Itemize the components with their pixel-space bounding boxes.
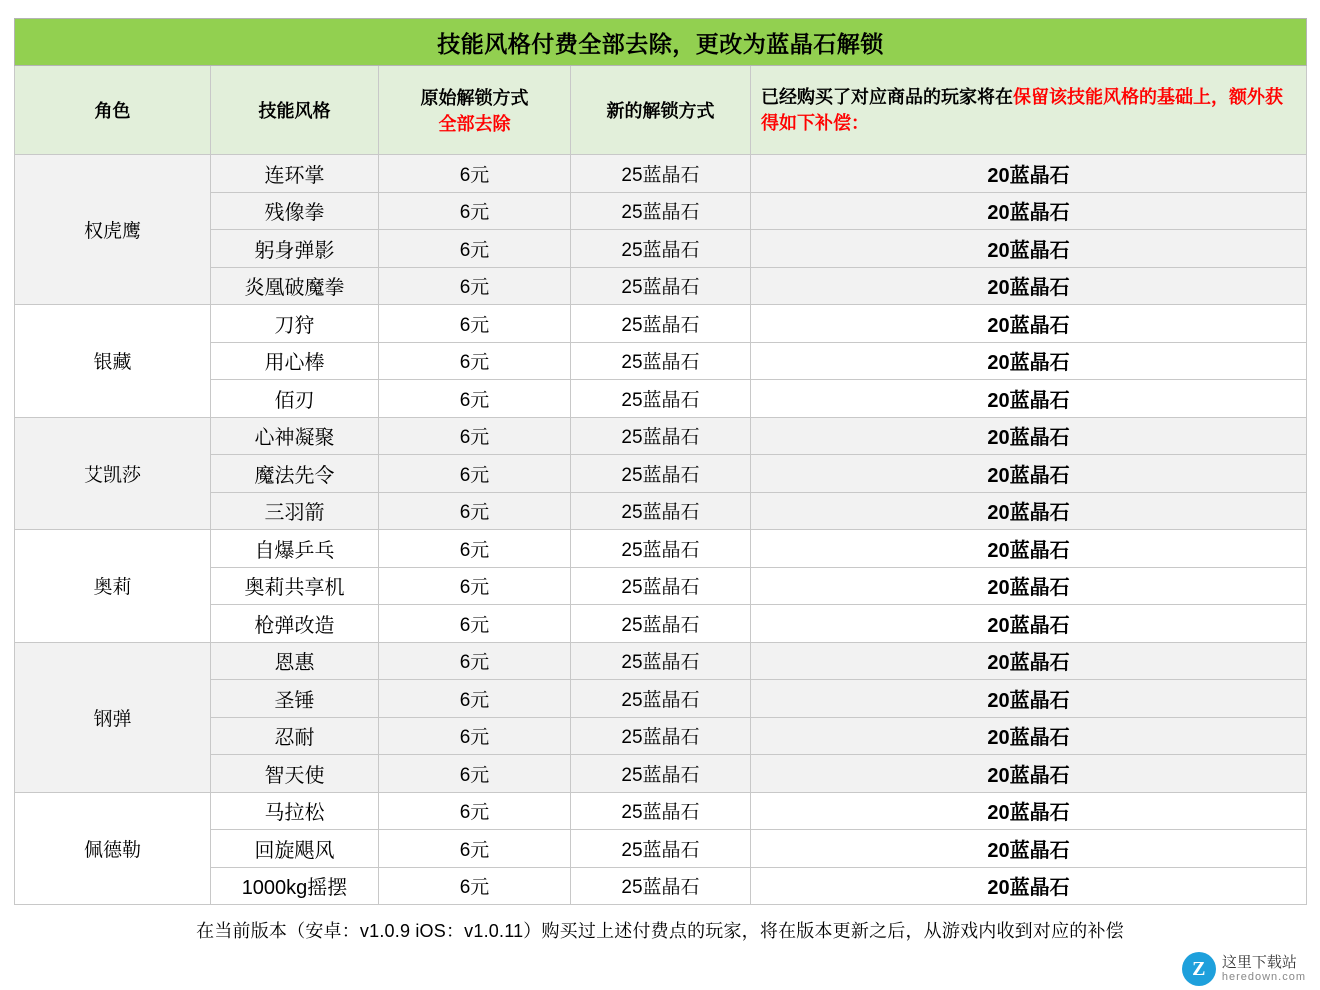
header-new-unlock: 新的解锁方式 <box>571 66 751 155</box>
original-unlock: 6元 <box>379 717 571 755</box>
title-row <box>15 19 1307 66</box>
new-unlock: 25蓝晶石 <box>571 380 751 418</box>
table-row <box>15 530 1307 568</box>
compensation: 20蓝晶石 <box>751 380 1307 418</box>
watermark-site-url: heredown.com <box>1221 971 1306 984</box>
table-row <box>15 305 1307 343</box>
header-row <box>15 66 1307 155</box>
header-compensation-part1: 已经购买了对应商品的玩家将在 <box>761 86 1013 107</box>
original-unlock: 6元 <box>379 605 571 643</box>
compensation-table <box>14 18 1307 905</box>
skill-style: 圣锤 <box>211 680 379 718</box>
compensation: 20蓝晶石 <box>751 267 1307 305</box>
compensation: 20蓝晶石 <box>751 567 1307 605</box>
new-unlock: 25蓝晶石 <box>571 305 751 343</box>
original-unlock: 6元 <box>379 680 571 718</box>
compensation: 20蓝晶石 <box>751 717 1307 755</box>
new-unlock: 25蓝晶石 <box>571 155 751 193</box>
header-original-line1: 原始解锁方式 <box>420 88 529 108</box>
new-unlock: 25蓝晶石 <box>571 342 751 380</box>
header-role: 角色 <box>15 66 211 155</box>
skill-style: 奥莉共享机 <box>211 567 379 605</box>
header-compensation <box>751 66 1307 155</box>
table-row <box>15 792 1307 830</box>
original-unlock: 6元 <box>379 417 571 455</box>
compensation: 20蓝晶石 <box>751 680 1307 718</box>
compensation: 20蓝晶石 <box>751 342 1307 380</box>
compensation: 20蓝晶石 <box>751 417 1307 455</box>
skill-style: 回旋飓风 <box>211 830 379 868</box>
compensation: 20蓝晶石 <box>751 192 1307 230</box>
table-row <box>15 155 1307 193</box>
footer-note: 在当前版本（安卓：v1.0.9 iOS：v1.0.11）购买过上述付费点的玩家，将在版本更新之后，从游戏内收到对应的补偿 <box>196 921 1124 941</box>
table-body <box>15 19 1307 905</box>
skill-style: 自爆乒乓 <box>211 530 379 568</box>
compensation: 20蓝晶石 <box>751 305 1307 343</box>
header-style: 技能风格 <box>211 66 379 155</box>
compensation: 20蓝晶石 <box>751 792 1307 830</box>
skill-style: 连环掌 <box>211 155 379 193</box>
compensation: 20蓝晶石 <box>751 230 1307 268</box>
new-unlock: 25蓝晶石 <box>571 530 751 568</box>
original-unlock: 6元 <box>379 267 571 305</box>
skill-style: 躬身弹影 <box>211 230 379 268</box>
original-unlock: 6元 <box>379 342 571 380</box>
compensation: 20蓝晶石 <box>751 492 1307 530</box>
watermark-logo-icon: Z <box>1182 952 1216 986</box>
skill-style: 残像拳 <box>211 192 379 230</box>
new-unlock: 25蓝晶石 <box>571 267 751 305</box>
role-name: 奥莉 <box>15 530 211 643</box>
compensation: 20蓝晶石 <box>751 155 1307 193</box>
page-title: 技能风格付费全部去除，更改为蓝晶石解锁 <box>15 19 1307 66</box>
watermark-text <box>1222 955 1306 984</box>
original-unlock: 6元 <box>379 192 571 230</box>
original-unlock: 6元 <box>379 642 571 680</box>
new-unlock: 25蓝晶石 <box>571 192 751 230</box>
skill-style: 智天使 <box>211 755 379 793</box>
skill-style: 炎凰破魔拳 <box>211 267 379 305</box>
compensation: 20蓝晶石 <box>751 455 1307 493</box>
new-unlock: 25蓝晶石 <box>571 867 751 905</box>
original-unlock: 6元 <box>379 755 571 793</box>
new-unlock: 25蓝晶石 <box>571 230 751 268</box>
skill-style: 1000kg摇摆 <box>211 867 379 905</box>
role-name: 艾凯莎 <box>15 417 211 530</box>
original-unlock: 6元 <box>379 380 571 418</box>
new-unlock: 25蓝晶石 <box>571 830 751 868</box>
role-name: 佩德勒 <box>15 792 211 905</box>
original-unlock: 6元 <box>379 792 571 830</box>
role-name: 银藏 <box>15 305 211 418</box>
compensation: 20蓝晶石 <box>751 830 1307 868</box>
new-unlock: 25蓝晶石 <box>571 642 751 680</box>
new-unlock: 25蓝晶石 <box>571 680 751 718</box>
skill-style: 恩惠 <box>211 642 379 680</box>
header-original-unlock <box>379 66 571 155</box>
skill-style: 魔法先令 <box>211 455 379 493</box>
role-name: 权虎鹰 <box>15 155 211 305</box>
new-unlock: 25蓝晶石 <box>571 455 751 493</box>
compensation: 20蓝晶石 <box>751 642 1307 680</box>
header-compensation-part2: 保留该技能风格的基础上，额外获得如下补偿： <box>761 86 1283 133</box>
new-unlock: 25蓝晶石 <box>571 755 751 793</box>
original-unlock: 6元 <box>379 155 571 193</box>
compensation: 20蓝晶石 <box>751 755 1307 793</box>
header-original-line2: 全部去除 <box>438 114 511 134</box>
skill-style: 刀狩 <box>211 305 379 343</box>
original-unlock: 6元 <box>379 455 571 493</box>
role-name: 钢弹 <box>15 642 211 792</box>
skill-style: 用心棒 <box>211 342 379 380</box>
table-row <box>15 642 1307 680</box>
original-unlock: 6元 <box>379 305 571 343</box>
new-unlock: 25蓝晶石 <box>571 567 751 605</box>
new-unlock: 25蓝晶石 <box>571 492 751 530</box>
skill-style: 忍耐 <box>211 717 379 755</box>
new-unlock: 25蓝晶石 <box>571 417 751 455</box>
table-row <box>15 417 1307 455</box>
compensation: 20蓝晶石 <box>751 605 1307 643</box>
skill-style: 马拉松 <box>211 792 379 830</box>
original-unlock: 6元 <box>379 830 571 868</box>
compensation: 20蓝晶石 <box>751 530 1307 568</box>
original-unlock: 6元 <box>379 492 571 530</box>
new-unlock: 25蓝晶石 <box>571 717 751 755</box>
watermark <box>1182 952 1306 986</box>
original-unlock: 6元 <box>379 567 571 605</box>
new-unlock: 25蓝晶石 <box>571 605 751 643</box>
original-unlock: 6元 <box>379 530 571 568</box>
watermark-site-name: 这里下载站 <box>1221 953 1297 971</box>
compensation: 20蓝晶石 <box>751 867 1307 905</box>
original-unlock: 6元 <box>379 867 571 905</box>
new-unlock: 25蓝晶石 <box>571 792 751 830</box>
skill-style: 三羽箭 <box>211 492 379 530</box>
skill-style: 佰刃 <box>211 380 379 418</box>
skill-style: 枪弹改造 <box>211 605 379 643</box>
skill-style: 心神凝聚 <box>211 417 379 455</box>
original-unlock: 6元 <box>379 230 571 268</box>
